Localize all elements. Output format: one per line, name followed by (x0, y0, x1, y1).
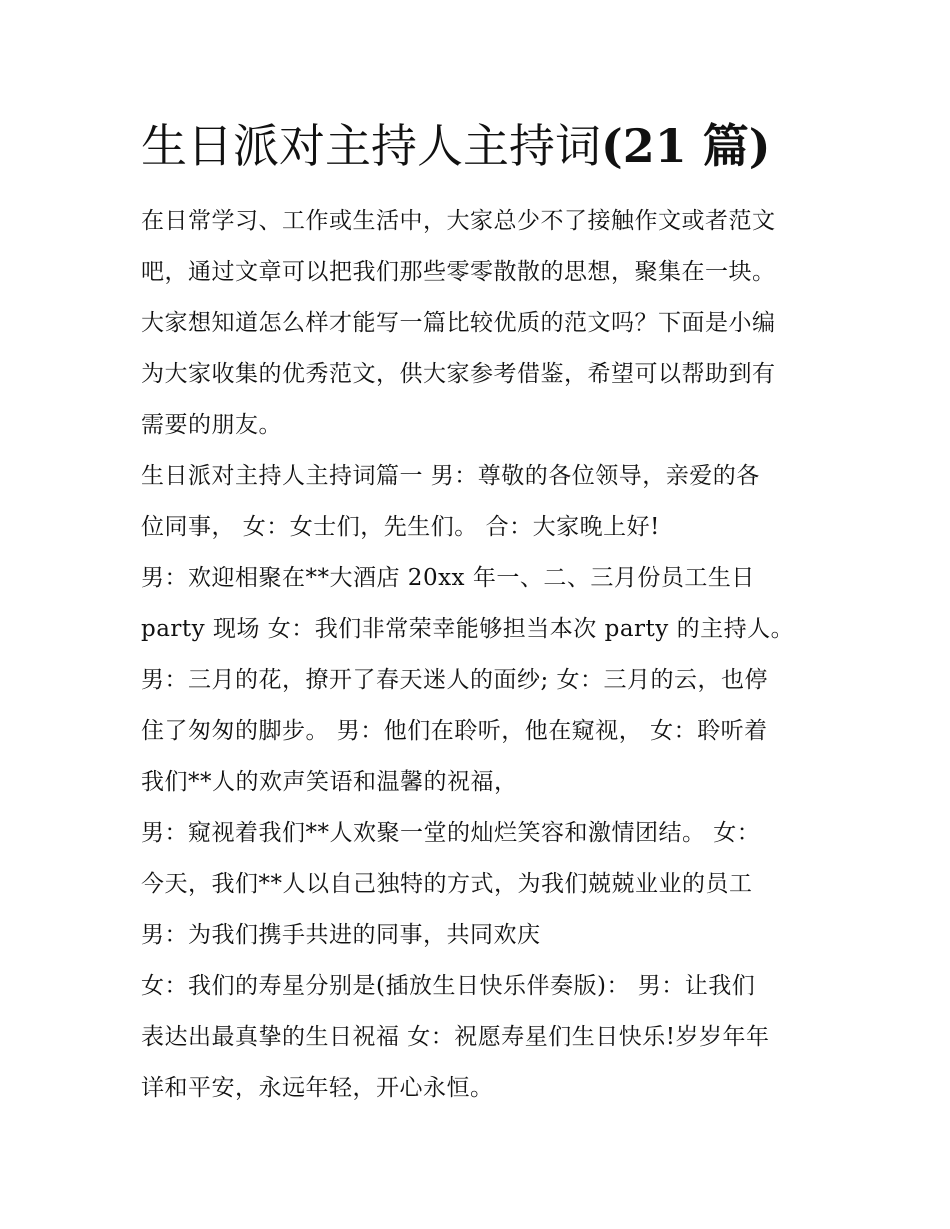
document-title-text: 生日派对主持人主持词 (141, 119, 601, 173)
body-line: 位同事， 女：女士们，先生们。 合：大家晚上好! (141, 514, 660, 540)
body-line: 生日派对主持人主持词篇一 男：尊敬的各位领导，亲爱的各 (141, 463, 760, 489)
document-title (141, 116, 841, 176)
body-line: 需要的朋友。 (141, 412, 282, 438)
body-line: 吧，通过文章可以把我们那些零零散散的思想，聚集在一块。 (141, 259, 776, 285)
body-line: 男：窥视着我们**人欢聚一堂的灿烂笑容和激情团结。 女： (141, 820, 761, 846)
body-line: 女：我们的寿星分别是(插放生日快乐伴奏版)： 男：让我们 (141, 973, 756, 999)
body-line: 男：欢迎相聚在**大酒店 20xx 年一、二、三月份员工生日 (141, 565, 755, 591)
body-line: 在日常学习、工作或生活中，大家总少不了接触作文或者范文 (141, 208, 776, 234)
body-line: 详和平安，永远年轻，开心永恒。 (141, 1075, 494, 1101)
body-line: 住了匆匆的脚步。 男：他们在聆听，他在窥视， 女：聆听着 (141, 718, 768, 744)
document-title-count: (21 篇) (601, 119, 771, 173)
document-body (141, 196, 821, 1114)
body-line: 男：为我们携手共进的同事，共同欢庆 (141, 922, 541, 948)
body-line: 表达出最真挚的生日祝福 女：祝愿寿星们生日快乐!岁岁年年 (141, 1024, 770, 1050)
body-line: 今天，我们**人以自己独特的方式，为我们兢兢业业的员工 (141, 871, 753, 897)
body-line: party 现场 女：我们非常荣幸能够担当本次 party 的主持人。 (141, 616, 795, 642)
body-line: 男：三月的花，撩开了春天迷人的面纱; 女：三月的云，也停 (141, 667, 769, 693)
body-line: 为大家收集的优秀范文，供大家参考借鉴，希望可以帮助到有 (141, 361, 776, 387)
body-line: 我们**人的欢声笑语和温馨的祝福， (141, 769, 518, 795)
body-line: 大家想知道怎么样才能写一篇比较优质的范文吗？下面是小编 (141, 310, 776, 336)
